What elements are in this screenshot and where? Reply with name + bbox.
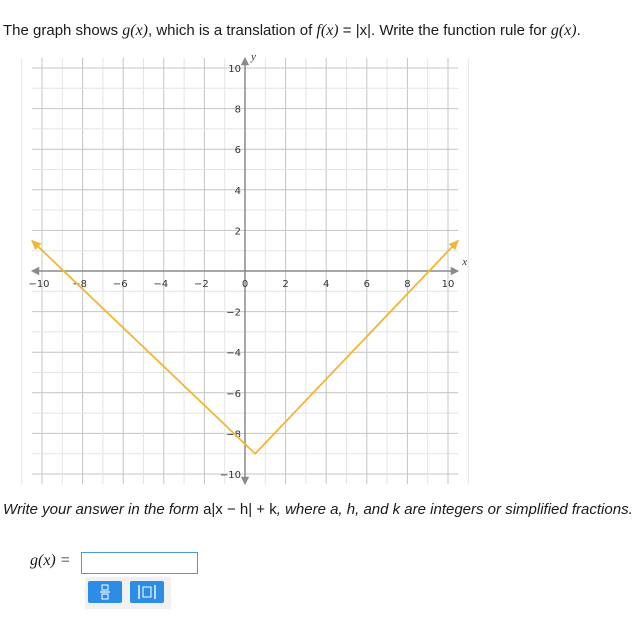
- answer-label: [30, 552, 71, 570]
- y-tick-label: 10: [228, 64, 241, 75]
- y-tick-label: 6: [234, 145, 241, 157]
- question-prefix: The graph shows: [3, 22, 123, 39]
- axes: [31, 57, 459, 485]
- y-axis-arrow-down: [241, 477, 249, 485]
- y-tick-label: −8: [226, 429, 241, 441]
- instruction-part2: , where a, h, and k are integers or simplified fractions.: [276, 501, 633, 518]
- y-tick-label: 2: [234, 226, 241, 238]
- fraction-button[interactable]: [88, 581, 122, 603]
- y-tick-label: 8: [234, 104, 241, 116]
- x-axis-label: x: [462, 256, 468, 268]
- x-tick-label: −8: [72, 279, 87, 290]
- answer-instruction: [3, 500, 635, 519]
- x-tick-label: −4: [153, 279, 169, 290]
- answer-input[interactable]: [81, 552, 198, 574]
- question-eq: = |x|. Write the function rule for: [338, 22, 551, 39]
- y-tick-label: 4: [234, 185, 241, 197]
- x-tick-label: 10: [441, 279, 455, 290]
- y-tick-label: −6: [226, 388, 241, 400]
- answer-form: a|x − h| + k: [203, 501, 277, 518]
- x-tick-label: −10: [28, 279, 50, 290]
- x-tick-label: 6: [363, 279, 370, 290]
- fraction-icon: [99, 584, 111, 600]
- question-text: [3, 22, 581, 40]
- question-suffix: .: [576, 22, 581, 39]
- y-tick-label: −4: [226, 348, 241, 360]
- x-tick-label: 2: [282, 279, 289, 290]
- answer-label-text: g(x) =: [30, 552, 71, 569]
- x-tick-label: 4: [323, 279, 330, 290]
- g-of-x: g(x): [122, 22, 148, 39]
- tick-labels: [28, 55, 467, 481]
- x-tick-label: 8: [404, 279, 411, 290]
- x-axis-arrow-right: [451, 267, 459, 275]
- coordinate-graph: [0, 55, 500, 487]
- absolute-value-button[interactable]: [130, 581, 164, 603]
- x-tick-label: −2: [194, 279, 209, 290]
- f-of-x: f(x): [316, 22, 339, 39]
- y-axis-label: y: [251, 55, 256, 63]
- absolute-value-icon: [137, 584, 157, 600]
- math-toolbar: [85, 577, 171, 609]
- question-middle: , which is a translation of: [148, 22, 317, 39]
- x-tick-label: 0: [241, 279, 249, 290]
- g-of-x-2: g(x): [550, 22, 577, 39]
- y-tick-label: −10: [219, 470, 241, 481]
- x-axis-arrow-left: [31, 267, 39, 275]
- instruction-part1: Write your answer in the form: [3, 501, 204, 518]
- x-tick-label: −6: [112, 279, 128, 290]
- y-tick-label: −2: [226, 307, 241, 319]
- y-axis-arrow-up: [241, 57, 249, 65]
